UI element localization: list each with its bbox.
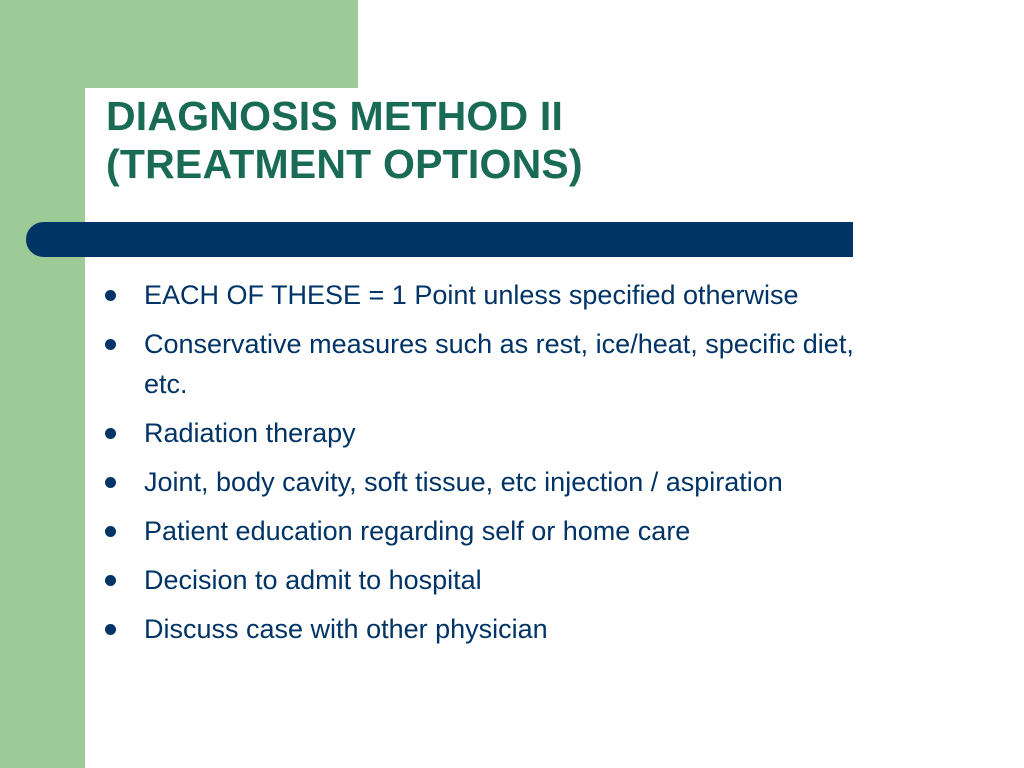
bullet-text: Radiation therapy — [144, 418, 356, 448]
slide-title — [106, 92, 906, 188]
bullet-text: Decision to admit to hospital — [144, 565, 482, 595]
bullet-dot-icon — [105, 575, 116, 586]
title-line-2: (TREATMENT OPTIONS) — [106, 141, 583, 187]
title-divider-bar — [26, 222, 853, 257]
bullet-dot-icon — [105, 624, 116, 635]
bullet-text: Discuss case with other physician — [144, 614, 548, 644]
bullet-dot-icon — [105, 526, 116, 537]
bullet-item — [105, 324, 865, 404]
green-left-bar — [0, 0, 85, 768]
bullet-text: EACH OF THESE = 1 Point unless specified otherwise — [144, 280, 799, 310]
bullet-item — [105, 462, 865, 502]
bullet-item — [105, 413, 865, 453]
bullet-list — [105, 275, 865, 658]
bullet-dot-icon — [105, 290, 116, 301]
bullet-item — [105, 275, 865, 315]
bullet-item — [105, 560, 865, 600]
bullet-dot-icon — [105, 339, 116, 350]
bullet-text: Joint, body cavity, soft tissue, etc injection / aspiration — [144, 467, 783, 497]
bullet-dot-icon — [105, 428, 116, 439]
bullet-text: Conservative measures such as rest, ice/heat, specific diet, etc. — [144, 329, 854, 399]
green-top-block — [0, 0, 358, 88]
bullet-item — [105, 609, 865, 649]
title-line-1: DIAGNOSIS METHOD II — [106, 93, 564, 139]
bullet-dot-icon — [105, 477, 116, 488]
bullet-text: Patient education regarding self or home care — [144, 516, 691, 546]
bullet-item — [105, 511, 865, 551]
